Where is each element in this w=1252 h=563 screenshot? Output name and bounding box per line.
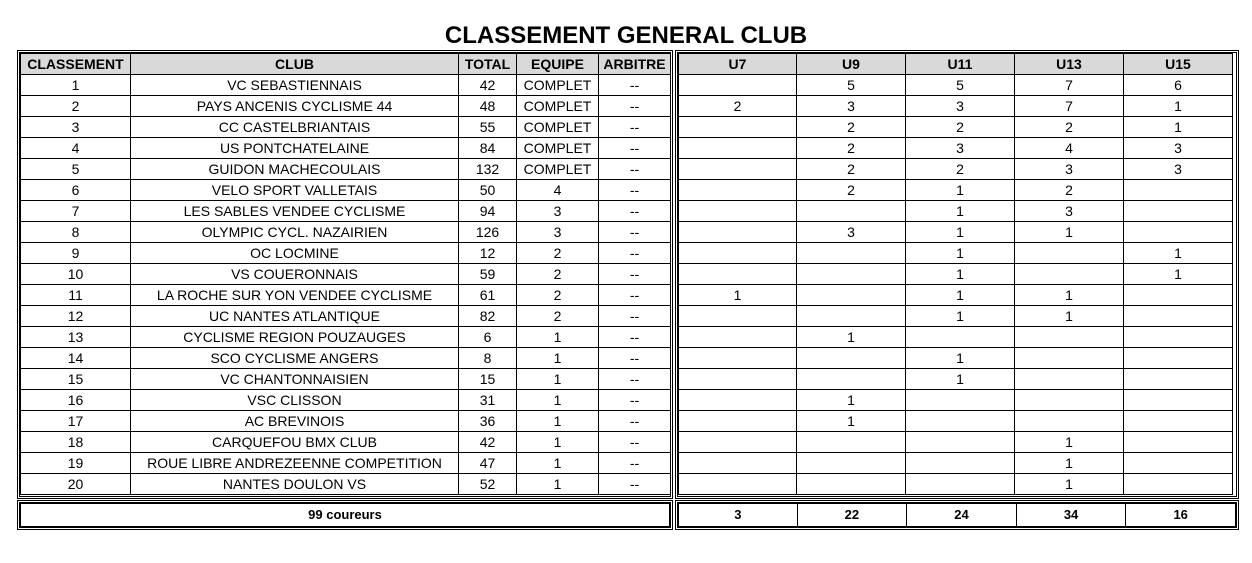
cell-total: 42: [459, 432, 517, 453]
cell-equipe: COMPLET: [517, 96, 599, 117]
cell-equipe: 1: [517, 453, 599, 474]
cell-equipe: COMPLET: [517, 117, 599, 138]
cell-u15: [1124, 411, 1233, 432]
cell-total: 15: [459, 369, 517, 390]
cell-u11: 1: [906, 348, 1015, 369]
cell-u15: [1124, 453, 1233, 474]
cell-club: GUIDON MACHECOULAIS: [131, 159, 459, 180]
cell-u9: [797, 432, 906, 453]
cell-u9: [797, 369, 906, 390]
cell-equipe: 1: [517, 390, 599, 411]
cell-u13: 4: [1015, 138, 1124, 159]
cell-u9: [797, 264, 906, 285]
table-row: [21, 348, 671, 369]
cell-rank: 20: [21, 474, 131, 495]
cell-u15: [1124, 180, 1233, 201]
cell-club: VC CHANTONNAISIEN: [131, 369, 459, 390]
cell-u9: 2: [797, 138, 906, 159]
cell-u11: 1: [906, 243, 1015, 264]
cell-equipe: 3: [517, 201, 599, 222]
cell-rank: 19: [21, 453, 131, 474]
cell-u13: [1015, 243, 1124, 264]
cell-club: AC BREVINOIS: [131, 411, 459, 432]
cell-u9: 1: [797, 411, 906, 432]
cell-total: 47: [459, 453, 517, 474]
cell-u7: [679, 75, 797, 96]
cell-rank: 2: [21, 96, 131, 117]
cell-rank: 12: [21, 306, 131, 327]
cell-u9: 2: [797, 117, 906, 138]
cell-u7: [679, 306, 797, 327]
cell-u13: 1: [1015, 474, 1124, 495]
cell-u13: 3: [1015, 159, 1124, 180]
cell-rank: 15: [21, 369, 131, 390]
cell-u13: 1: [1015, 453, 1124, 474]
cell-total: 55: [459, 117, 517, 138]
table-row: [21, 117, 671, 138]
cell-u11: 1: [906, 201, 1015, 222]
cell-total: 61: [459, 285, 517, 306]
cell-u7: [679, 390, 797, 411]
cell-equipe: 1: [517, 369, 599, 390]
cell-u9: 2: [797, 180, 906, 201]
header-equipe: EQUIPE: [517, 54, 599, 75]
header-arbitre: ARBITRE: [599, 54, 671, 75]
cell-equipe: COMPLET: [517, 138, 599, 159]
cell-u7: 1: [679, 285, 797, 306]
cell-arbitre: --: [599, 159, 671, 180]
cell-total: 59: [459, 264, 517, 285]
table-row: [679, 159, 1233, 180]
cell-equipe: 1: [517, 411, 599, 432]
cell-club: VC SEBASTIENNAIS: [131, 75, 459, 96]
cell-equipe: 1: [517, 474, 599, 495]
cell-total: 36: [459, 411, 517, 432]
cell-u15: [1124, 285, 1233, 306]
cell-equipe: 2: [517, 264, 599, 285]
table-row: [679, 285, 1233, 306]
header-u15: U15: [1124, 54, 1233, 75]
cell-club: SCO CYCLISME ANGERS: [131, 348, 459, 369]
cell-equipe: COMPLET: [517, 75, 599, 96]
cell-club: CYCLISME REGION POUZAUGES: [131, 327, 459, 348]
cell-total: 50: [459, 180, 517, 201]
cell-total: 132: [459, 159, 517, 180]
cell-u11: 2: [906, 117, 1015, 138]
cell-u15: [1124, 222, 1233, 243]
cell-u11: 1: [906, 306, 1015, 327]
total-coureurs: 99 coureurs: [21, 504, 670, 527]
table-row: [679, 138, 1233, 159]
total-u9: 22: [797, 504, 907, 527]
cell-club: OC LOCMINE: [131, 243, 459, 264]
cell-u13: [1015, 348, 1124, 369]
table-row: [679, 264, 1233, 285]
cell-arbitre: --: [599, 453, 671, 474]
cell-u13: [1015, 327, 1124, 348]
cell-rank: 10: [21, 264, 131, 285]
cell-u13: [1015, 264, 1124, 285]
table-row: [21, 285, 671, 306]
totals-left: [17, 500, 673, 530]
cell-u13: [1015, 390, 1124, 411]
table-row: [679, 180, 1233, 201]
cell-arbitre: --: [599, 201, 671, 222]
table-row: [21, 159, 671, 180]
cell-rank: 14: [21, 348, 131, 369]
cell-arbitre: --: [599, 327, 671, 348]
cell-arbitre: --: [599, 264, 671, 285]
cell-rank: 16: [21, 390, 131, 411]
cell-total: 82: [459, 306, 517, 327]
table-row: [21, 138, 671, 159]
cell-arbitre: --: [599, 369, 671, 390]
cell-u7: [679, 327, 797, 348]
cell-u13: 1: [1015, 306, 1124, 327]
cell-u15: [1124, 201, 1233, 222]
cell-arbitre: --: [599, 285, 671, 306]
cell-club: CARQUEFOU BMX CLUB: [131, 432, 459, 453]
cell-club: PAYS ANCENIS CYCLISME 44: [131, 96, 459, 117]
table-row: [679, 453, 1233, 474]
table-row: [679, 201, 1233, 222]
table-row: [21, 474, 671, 495]
table-row: [21, 243, 671, 264]
cell-u7: [679, 474, 797, 495]
cell-club: US PONTCHATELAINE: [131, 138, 459, 159]
cell-arbitre: --: [599, 243, 671, 264]
cell-u11: [906, 390, 1015, 411]
cell-rank: 5: [21, 159, 131, 180]
cell-u13: 1: [1015, 285, 1124, 306]
cell-club: CC CASTELBRIANTAIS: [131, 117, 459, 138]
cell-u7: [679, 348, 797, 369]
table-row: [21, 264, 671, 285]
header-total: TOTAL: [459, 54, 517, 75]
table-row: [679, 327, 1233, 348]
cell-u9: 3: [797, 96, 906, 117]
cell-arbitre: --: [599, 180, 671, 201]
cell-u13: 3: [1015, 201, 1124, 222]
cell-u11: 3: [906, 96, 1015, 117]
cell-club: LES SABLES VENDEE CYCLISME: [131, 201, 459, 222]
cell-u15: [1124, 390, 1233, 411]
cell-u13: [1015, 369, 1124, 390]
table-row: [21, 390, 671, 411]
cell-u11: 1: [906, 369, 1015, 390]
cell-arbitre: --: [599, 432, 671, 453]
page-title: CLASSEMENT GENERAL CLUB: [444, 22, 808, 49]
cell-rank: 18: [21, 432, 131, 453]
cell-u7: [679, 453, 797, 474]
table-row: [21, 222, 671, 243]
cell-u7: [679, 159, 797, 180]
table-row: [21, 75, 671, 96]
cell-u7: [679, 222, 797, 243]
cell-u9: 2: [797, 159, 906, 180]
cell-u15: 1: [1124, 117, 1233, 138]
cell-u7: [679, 180, 797, 201]
cell-equipe: 2: [517, 306, 599, 327]
table-header-row: [679, 54, 1233, 75]
cell-u11: 2: [906, 159, 1015, 180]
cell-u15: 3: [1124, 159, 1233, 180]
cell-u11: 1: [906, 264, 1015, 285]
cell-u15: [1124, 432, 1233, 453]
cell-u15: 3: [1124, 138, 1233, 159]
table-row: [21, 453, 671, 474]
cell-equipe: 2: [517, 243, 599, 264]
cell-arbitre: --: [599, 306, 671, 327]
table-row: [21, 180, 671, 201]
cell-u7: [679, 264, 797, 285]
table-row: [21, 306, 671, 327]
category-table: [678, 53, 1233, 495]
cell-arbitre: --: [599, 474, 671, 495]
cell-rank: 11: [21, 285, 131, 306]
table-row: [679, 411, 1233, 432]
header-u13: U13: [1015, 54, 1124, 75]
cell-club: UC NANTES ATLANTIQUE: [131, 306, 459, 327]
table-header-row: [21, 54, 671, 75]
cell-rank: 7: [21, 201, 131, 222]
table-row: [679, 390, 1233, 411]
cell-u7: 2: [679, 96, 797, 117]
cell-equipe: 2: [517, 285, 599, 306]
cell-u9: [797, 474, 906, 495]
cell-equipe: 1: [517, 348, 599, 369]
cell-u7: [679, 138, 797, 159]
cell-club: NANTES DOULON VS: [131, 474, 459, 495]
table-row: [679, 369, 1233, 390]
cell-arbitre: --: [599, 411, 671, 432]
cell-u11: 1: [906, 180, 1015, 201]
cell-arbitre: --: [599, 222, 671, 243]
cell-u15: 6: [1124, 75, 1233, 96]
cell-club: VS COUERONNAIS: [131, 264, 459, 285]
cell-u11: 5: [906, 75, 1015, 96]
cell-u13: 7: [1015, 75, 1124, 96]
header-u7: U7: [679, 54, 797, 75]
cell-arbitre: --: [599, 390, 671, 411]
cell-total: 42: [459, 75, 517, 96]
cell-u11: 1: [906, 222, 1015, 243]
cell-u15: [1124, 369, 1233, 390]
cell-u11: [906, 453, 1015, 474]
cell-u9: 1: [797, 327, 906, 348]
cell-u9: 5: [797, 75, 906, 96]
cell-u13: 2: [1015, 180, 1124, 201]
table-row: [679, 96, 1233, 117]
table-row: [679, 222, 1233, 243]
cell-u7: [679, 369, 797, 390]
cell-u13: 2: [1015, 117, 1124, 138]
cell-rank: 1: [21, 75, 131, 96]
cell-rank: 3: [21, 117, 131, 138]
table-row: [679, 243, 1233, 264]
cell-u9: [797, 306, 906, 327]
club-ranking-table: [20, 53, 671, 495]
cell-rank: 6: [21, 180, 131, 201]
cell-u11: 1: [906, 285, 1015, 306]
cell-club: VELO SPORT VALLETAIS: [131, 180, 459, 201]
cell-u7: [679, 243, 797, 264]
table-row: [21, 327, 671, 348]
table-row: [21, 96, 671, 117]
table-row: [21, 432, 671, 453]
cell-rank: 8: [21, 222, 131, 243]
cell-u13: 1: [1015, 222, 1124, 243]
table-row: [21, 369, 671, 390]
table-row: [679, 348, 1233, 369]
cell-club: OLYMPIC CYCL. NAZAIRIEN: [131, 222, 459, 243]
cell-rank: 17: [21, 411, 131, 432]
total-u11: 24: [907, 504, 1017, 527]
cell-total: 126: [459, 222, 517, 243]
cell-equipe: COMPLET: [517, 159, 599, 180]
cell-u9: [797, 285, 906, 306]
table-row: [679, 474, 1233, 495]
cell-u11: [906, 432, 1015, 453]
cell-arbitre: --: [599, 138, 671, 159]
cell-u15: [1124, 306, 1233, 327]
cell-total: 48: [459, 96, 517, 117]
cell-arbitre: --: [599, 348, 671, 369]
cell-total: 52: [459, 474, 517, 495]
cell-u7: [679, 117, 797, 138]
cell-equipe: 1: [517, 432, 599, 453]
cell-u9: [797, 348, 906, 369]
cell-total: 6: [459, 327, 517, 348]
cell-club: LA ROCHE SUR YON VENDEE CYCLISME: [131, 285, 459, 306]
cell-u13: 7: [1015, 96, 1124, 117]
table-row: [679, 306, 1233, 327]
cell-u9: [797, 243, 906, 264]
cell-u15: 1: [1124, 96, 1233, 117]
cell-u15: [1124, 474, 1233, 495]
cell-equipe: 1: [517, 327, 599, 348]
total-u7: 3: [679, 504, 798, 527]
cell-club: ROUE LIBRE ANDREZEENNE COMPETITION: [131, 453, 459, 474]
cell-equipe: 4: [517, 180, 599, 201]
cell-u7: [679, 411, 797, 432]
cell-u9: [797, 453, 906, 474]
header-classement: CLASSEMENT: [21, 54, 131, 75]
cell-u11: 3: [906, 138, 1015, 159]
header-club: CLUB: [131, 54, 459, 75]
cell-u15: 1: [1124, 264, 1233, 285]
total-u13: 34: [1016, 504, 1126, 527]
cell-u15: 1: [1124, 243, 1233, 264]
totals-right: [675, 500, 1239, 530]
table-row: [679, 75, 1233, 96]
cell-u7: [679, 201, 797, 222]
table-row: [679, 117, 1233, 138]
cell-arbitre: --: [599, 117, 671, 138]
cell-rank: 4: [21, 138, 131, 159]
cell-u9: 3: [797, 222, 906, 243]
cell-rank: 13: [21, 327, 131, 348]
cell-u13: [1015, 411, 1124, 432]
table-row: [679, 432, 1233, 453]
cell-u11: [906, 411, 1015, 432]
table-row: [21, 411, 671, 432]
cell-total: 84: [459, 138, 517, 159]
cell-u11: [906, 327, 1015, 348]
total-u15: 16: [1126, 504, 1236, 527]
cell-u11: [906, 474, 1015, 495]
cell-total: 12: [459, 243, 517, 264]
cell-arbitre: --: [599, 75, 671, 96]
cell-club: VSC CLISSON: [131, 390, 459, 411]
header-u11: U11: [906, 54, 1015, 75]
cell-u13: 1: [1015, 432, 1124, 453]
header-u9: U9: [797, 54, 906, 75]
cell-equipe: 3: [517, 222, 599, 243]
table-row: [21, 201, 671, 222]
cell-total: 94: [459, 201, 517, 222]
cell-total: 31: [459, 390, 517, 411]
cell-u7: [679, 432, 797, 453]
cell-u15: [1124, 348, 1233, 369]
cell-u15: [1124, 327, 1233, 348]
cell-arbitre: --: [599, 96, 671, 117]
cell-u9: 1: [797, 390, 906, 411]
cell-total: 8: [459, 348, 517, 369]
cell-rank: 9: [21, 243, 131, 264]
cell-u9: [797, 201, 906, 222]
